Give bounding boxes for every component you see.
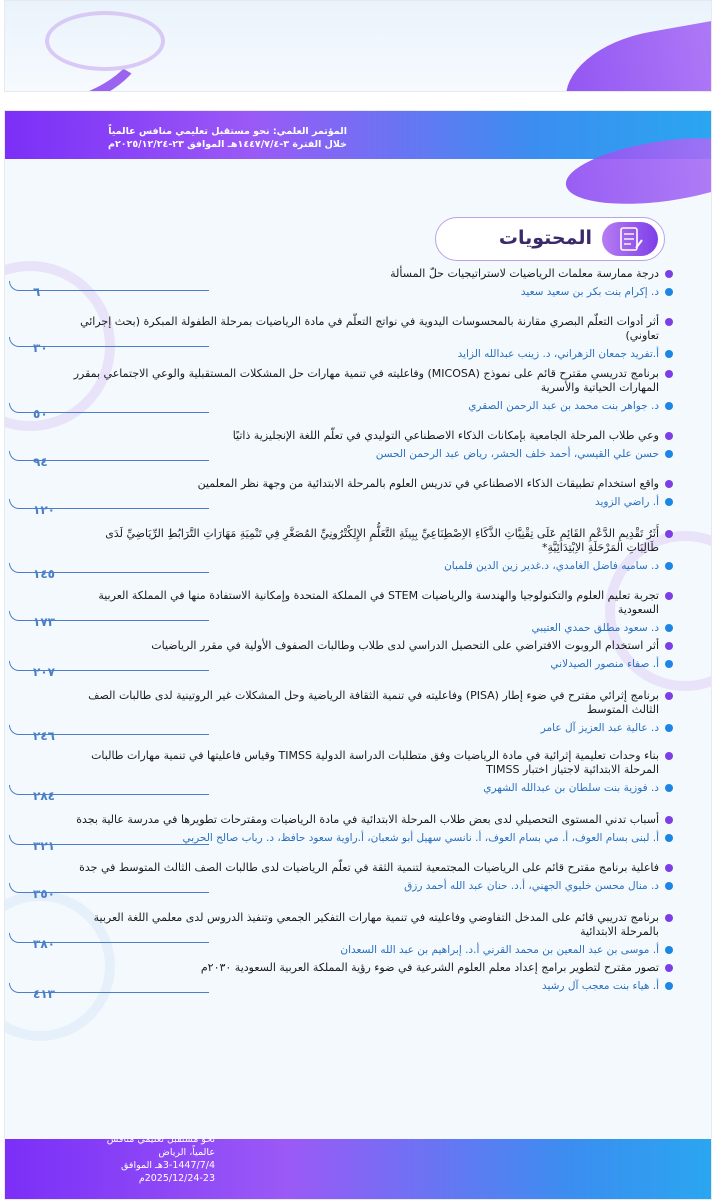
entry-title (71, 267, 671, 281)
entry-title (71, 429, 671, 443)
entry-title-text: بناء وحدات تعليمية إثرائية في مادة الرياضيات وفق متطلبات الدراسة الدولية TIMSS وقياس فاعليتها في تنمية مهارات طالبات المرحلة الابتدائية لاجتياز اختبار TIMSS (91, 749, 659, 776)
blue-bullet-icon (665, 288, 673, 296)
footer-conference: نحو مستقبل تعليمي منافس عالمياً، الرياض (106, 1134, 215, 1158)
entry-author-text: أ. موسى بن عبد المعين بن محمد القرني أ.د. إبراهيم بن عبد الله السعدان (340, 944, 659, 956)
toc-entry[interactable] (33, 267, 671, 299)
entry-author-text: د. منال محسن خليوي الجهني، أ.د. حنان عبد الله أحمد رزق (404, 880, 659, 892)
toc-entry[interactable] (33, 689, 671, 743)
entry-author-text: د. فوزية بنت سلطان بن عبدالله الشهري (483, 782, 659, 794)
toc-entry[interactable] (33, 315, 671, 361)
entry-page-number: ٣٢١ (33, 839, 55, 853)
contents-page (4, 110, 712, 1200)
entry-page-number: ٥٠ (33, 407, 48, 421)
entry-author-text: حسن علي القيسي، أحمد خلف الحشر، رياض عبد الرحمن الحسن (375, 448, 659, 460)
entry-page-number: ٦ (33, 285, 41, 299)
purple-bullet-icon (665, 370, 673, 378)
entry-title-text: برنامج إثرائي مقترح في ضوء إطار (PISA) وفاعليته في تنمية الثقافة الرياضية وحل المشكلات غير الروتينية لدى طالبات الصف الثالث المتوسط (88, 689, 659, 716)
entry-author-text: د. عالية عبد العزيز آل عامر (540, 722, 659, 734)
purple-bullet-icon (665, 752, 673, 760)
contents-title-pill (435, 217, 665, 261)
decorative-swoosh (45, 11, 165, 71)
blue-bullet-icon (665, 562, 673, 570)
toc-entry[interactable] (33, 911, 671, 957)
footer-dates: 3-1447/7/4هـ الموافق 23-2025/12/24م (121, 1160, 215, 1184)
entry-author-text: أ. هياء بنت معجب آل رشيد (541, 980, 659, 992)
entry-title (71, 861, 671, 875)
toc-entry[interactable] (33, 749, 671, 803)
blue-bullet-icon (665, 350, 673, 358)
toc-entry[interactable] (33, 961, 671, 1001)
entry-title-text: أسباب تدني المستوى التحصيلي لدى بعض طلاب المرحلة الابتدائية في مادة الرياضيات ومقترحات تطويرها في مدرسة عالية بجدة (76, 813, 659, 826)
toc-entry[interactable] (33, 429, 671, 469)
entry-title-text: تجربة تعليم العلوم والتكنولوجيا والهندسة والرياضيات STEM في المملكة المتحدة وإمكانية الاستفادة منها في المملكة العربية السعودية (98, 589, 659, 616)
blue-bullet-icon (665, 660, 673, 668)
purple-bullet-icon (665, 432, 673, 440)
entry-title (71, 749, 671, 777)
entry-title (71, 813, 671, 827)
entry-page-number: ٣٠ (33, 341, 48, 355)
purple-bullet-icon (665, 592, 673, 600)
entry-title-text: برنامج تدريسي مقترح قائم على نموذج (MICOSA) وفاعليته في تنمية مهارات حل المشكلات المستقبلية والوعي الاجتماعي بمقرر المهارات الحياتية والأسرية (73, 367, 659, 394)
blue-bullet-icon (665, 724, 673, 732)
entry-title (71, 689, 671, 717)
toc-entry[interactable] (33, 527, 671, 581)
entry-title-text: واقع استخدام تطبيقات الذكاء الاصطناعي في تدريس العلوم بالمرحلة الابتدائية من وجهة نظر المعلمين (197, 477, 659, 490)
blue-bullet-icon (665, 450, 673, 458)
entry-title (71, 527, 671, 555)
entry-title-text: أثر أدوات التعلّم البصري مقارنة بالمحسوسات اليدوية في نواتج التعلّم في مادة الرياضيات بمرحلة الطفولة المبكرة (بحث إجرائي تعاوني) (80, 315, 659, 342)
toc-entry[interactable] (33, 639, 671, 679)
entry-page-number: ٢٨٤ (33, 789, 55, 803)
entry-page-number: ١٧٣ (33, 615, 55, 629)
entry-author-text: د. جواهر بنت محمد بن عبد الرحمن الصقري (468, 400, 659, 412)
blue-bullet-icon (665, 402, 673, 410)
entry-page-number: ٣٨٠ (33, 937, 55, 951)
entry-page-number: ٩٤ (33, 455, 48, 469)
entry-page-number: ٢٠٧ (33, 665, 55, 679)
entry-author-text: د. ساميه فاضل الغامدي، د.غدير زين الدين فلمبان (444, 560, 659, 572)
footer (105, 1133, 215, 1185)
purple-bullet-icon (665, 864, 673, 872)
entry-title-text: درجة ممارسة معلمات الرياضيات لاستراتيجيات حلّ المسألة (390, 267, 659, 280)
entry-author (71, 943, 671, 957)
toc-entry[interactable] (33, 861, 671, 901)
entry-page-number: ١٢٠ (33, 503, 55, 517)
page-title: المحتويات (498, 227, 592, 249)
blue-bullet-icon (665, 946, 673, 954)
entry-author-text: أ.تفريد جمعان الزهراني، د. زينب عبدالله الزايد (457, 348, 659, 360)
entry-title-text: أثر استخدام الروبوت الافتراضي على التحصيل الدراسي لدى طلاب وطالبات الصفوف الأولية في مقرر الرياضيات (151, 639, 659, 652)
blue-bullet-icon (665, 882, 673, 890)
list-icon (602, 222, 658, 256)
entry-title (71, 961, 671, 975)
entry-author-text: أ. صفاء منصور الصيدلاني (550, 658, 659, 670)
toc-entry[interactable] (33, 589, 671, 635)
conference-dates: خلال الفترة ٣-١٤٤٧/٧/٤هـ الموافق ٢٣-٢٠٢٥/١٢/٢٤م (108, 139, 347, 150)
blue-bullet-icon (665, 982, 673, 990)
entry-title-text: أَثَرُ تَقْدِيمِ الدَّعْمِ القَائِمِ عَلَى تِقْنِيَّاتِ الذَّكَاءِ الاِصْطِنَاعِيِّ بِبِيئَةِ التَّعَلُّمِ الإِلِكْتْرُونِيِّ المُصَغَّرِ فِي تَنْمِيَةِ مَهَارَاتِ التَّرَابُطِ الرِّيَاضِيِّ لَدَى طَالِبَاتِ المَرْحَلَةِ الاِبْتِدَائِيَّةِ* (105, 527, 659, 554)
decorative-swoosh (557, 15, 712, 92)
entry-page-number: ٤١٣ (33, 987, 55, 1001)
purple-bullet-icon (665, 270, 673, 278)
previous-page-fragment (4, 0, 712, 92)
entry-page-number: ٢٤٦ (33, 729, 55, 743)
purple-bullet-icon (665, 530, 673, 538)
blue-bullet-icon (665, 498, 673, 506)
purple-bullet-icon (665, 692, 673, 700)
blue-bullet-icon (665, 784, 673, 792)
purple-bullet-icon (665, 642, 673, 650)
entry-author-text: د. سعود مطلق حمدي العتيبي (531, 622, 659, 634)
entry-author (71, 347, 671, 361)
purple-bullet-icon (665, 318, 673, 326)
entry-title-text: وعي طلاب المرحلة الجامعية بإمكانات الذكاء الاصطناعي التوليدي في تعلّم اللغة الإنجليزية ذاتيًا (232, 429, 659, 442)
entry-author-text: أ. لبنى بسام العوف، أ. مي بسام العوف، أ. نانسي سهيل أبو شعبان، أ.راوية سعود حافظ، د. رباب صالح الحربي (182, 832, 659, 844)
entry-page-number: ٣٥٠ (33, 887, 55, 901)
purple-bullet-icon (665, 480, 673, 488)
toc-entry[interactable] (33, 813, 671, 853)
conference-header (17, 125, 347, 151)
purple-bullet-icon (665, 964, 673, 972)
blue-bullet-icon (665, 624, 673, 632)
entry-author-text: د. إكرام بنت بكر بن سعيد سعيد (520, 286, 659, 298)
entry-title-text: برنامج تدريبي قائم على المدخل التفاوضي وفاعليته في تنمية مهارات التفكير الجمعي وتنفيذ الدروس لدى معلمي اللغة العربية بالمرحلة الابتدائية (93, 911, 659, 938)
entry-page-number: ١٤٥ (33, 567, 55, 581)
entry-title (71, 477, 671, 491)
purple-bullet-icon (665, 914, 673, 922)
toc-entry[interactable] (33, 477, 671, 517)
purple-bullet-icon (665, 816, 673, 824)
entry-author (71, 621, 671, 635)
toc-entry[interactable] (33, 367, 671, 421)
conference-name: المؤتمر العلمي: نحو مستقبل تعليمي منافس عالمياً (108, 126, 347, 137)
entry-title-text: تصور مقترح لتطوير برامج إعداد معلم العلوم الشرعية في ضوء رؤية المملكة العربية السعودية ٢٠٣٠م (200, 961, 659, 974)
entry-title-text: فاعلية برنامج مقترح قائم على الرياضيات المجتمعية لتنمية الثقة في تعلّم الرياضيات لدى طالبات الصف الثالث المتوسط في جدة (79, 861, 659, 874)
entry-title (71, 639, 671, 653)
entry-author-text: أ. راضي الزويد (595, 496, 659, 508)
blue-bullet-icon (665, 834, 673, 842)
entry-title (71, 367, 671, 395)
